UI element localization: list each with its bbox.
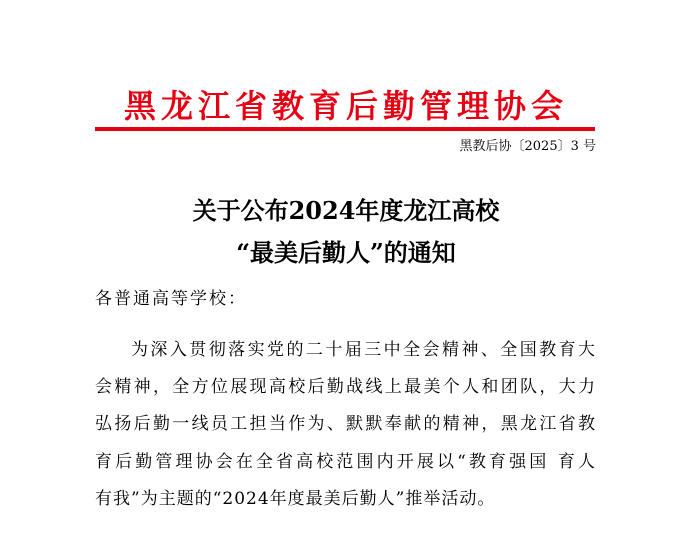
red-divider-line xyxy=(95,127,595,131)
body-paragraph-line: 会精神，全方位展现高校后勤战线上最美个人和团队，大力 xyxy=(95,377,595,397)
document-number: 黑教后协〔2025〕3 号 xyxy=(459,139,596,154)
body-paragraph-line: 有我”为主题的“2024年度最美后勤人”推举活动。 xyxy=(95,489,496,509)
salutation: 各普通高等学校： xyxy=(95,289,247,309)
body-paragraph-line: 为深入贯彻落实党的二十届三中全会精神、全国教育大 xyxy=(131,340,595,360)
organization-letterhead: 黑龙江省教育后勤管理协会 xyxy=(123,87,568,125)
body-paragraph-line: 育后勤管理协会在全省高校范围内开展以“教育强国 育人 xyxy=(95,452,595,472)
notice-title-line-1: 关于公布2024年度龙江高校 xyxy=(192,196,500,225)
body-paragraph-line: 弘扬后勤一线员工担当作为、默默奉献的精神，黑龙江省教 xyxy=(95,414,595,434)
notice-title-line-2: “最美后勤人”的通知 xyxy=(236,238,456,267)
